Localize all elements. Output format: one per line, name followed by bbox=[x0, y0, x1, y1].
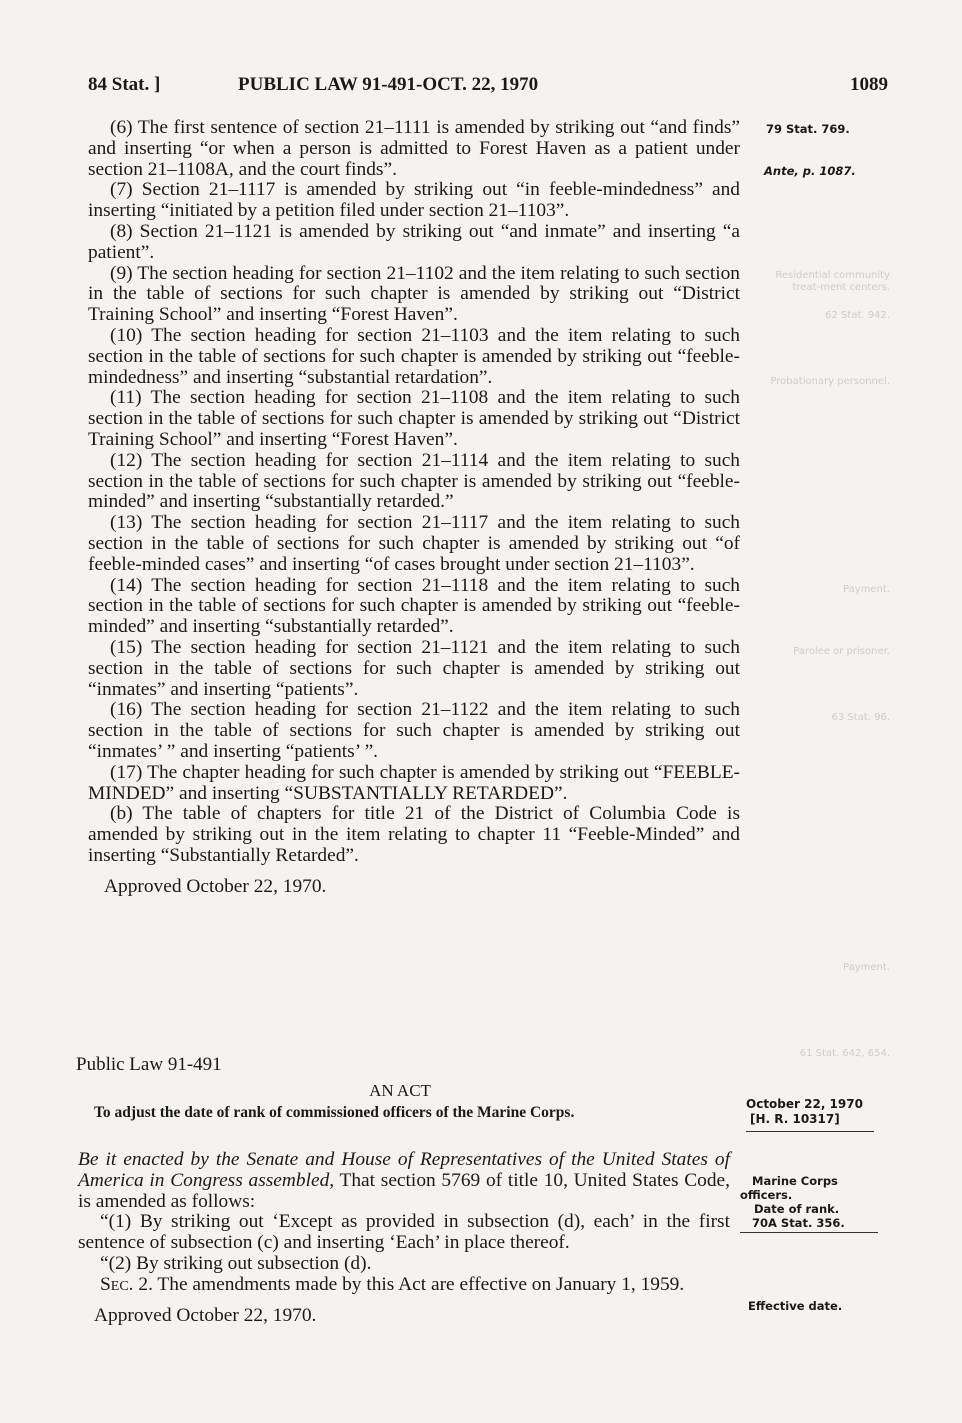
section-11: (11) The section heading for section 21–1108 and the item relating to such section in the table of sections for such chapter is amended by striking out “District Training School” and inserting “Forest Haven”. bbox=[88, 387, 740, 450]
note-rule bbox=[740, 1232, 878, 1233]
section-13: (13) The section heading for section 21–1117 and the item relating to such section in the table of sections for such chapter is amended by striking out “of feeble-minded cases” and inserting “of cases brought under section 21–1103”. bbox=[88, 512, 740, 575]
ghost-note-2: 62 Stat. 942. bbox=[825, 310, 890, 321]
enacting-clause bbox=[78, 1150, 730, 1212]
margin-note-marine-corps bbox=[740, 1174, 880, 1233]
section-15: (15) The section heading for section 21–1121 and the item relating to such section in the table of sections for such chapter is amended by striking out “inmates” and inserting “patients”. bbox=[88, 636, 740, 700]
law-date: October 22, 1970 bbox=[746, 1097, 863, 1111]
section-7: (7) Section 21–1117 is amended by striking out “in feeble-mindedness” and inserting “initiated by a petition filed under section 21–1103”. bbox=[88, 179, 740, 222]
an-act-heading: AN ACT bbox=[369, 1081, 431, 1100]
enacting-rest: That section 5769 of title 10, United States Code, is amended as follows: bbox=[78, 1169, 730, 1212]
margin-note-ref1: 79 Stat. 769. bbox=[766, 122, 850, 136]
note-mc-3: Date of rank. bbox=[754, 1202, 840, 1216]
ghost-note-5: Parolee or prisoner. bbox=[793, 646, 890, 657]
date-rule bbox=[746, 1131, 874, 1132]
margin-note-effective-date: Effective date. bbox=[748, 1299, 843, 1313]
section-2-label: Sec. 2. bbox=[100, 1273, 153, 1295]
note-mc-2: officers. bbox=[740, 1188, 793, 1202]
note-mc-4: 70A Stat. 356. bbox=[752, 1216, 845, 1230]
amendment-list bbox=[88, 118, 740, 897]
header-stat-volume: 84 Stat. ] bbox=[88, 74, 161, 95]
section-9: (9) The section heading for section 21–1102 and the item relating to such section in the table of sections for such chapter is amended by striking out “District Training School” and inserting “Forest Haven”. bbox=[88, 262, 740, 326]
section-17: (17) The chapter heading for such chapter is amended by striking out “FEEBLE-MINDED” and inserting “SUBSTANTIALLY RETARDED”. bbox=[88, 761, 740, 804]
section-2-text: The amendments made by this Act are effective on January 1, 1959. bbox=[152, 1273, 685, 1295]
ghost-note-8: 61 Stat. 642, 654. bbox=[799, 1048, 890, 1059]
clause-1: “(1) By striking out ‘Except as provided in subsection (d), each’ in the first sentence of subsection (c) and inserting ‘Each’ in place thereof. bbox=[78, 1211, 730, 1254]
section-16: (16) The section heading for section 21–1122 and the item relating to such section in the table of sections for such chapter is amended by striking out “inmates’ ” and inserting “patients’ ”. bbox=[88, 699, 740, 762]
public-law-label: Public Law 91-491 bbox=[76, 1054, 222, 1075]
section-6: (6) The first sentence of section 21–1111 is amended by striking out “and finds” and inserting “or when a person is admitted to Forest Haven as a patient under section 21–1108A, and the court finds”. bbox=[88, 117, 740, 180]
law-date-box bbox=[746, 1097, 874, 1132]
approved-date-2: Approved October 22, 1970. bbox=[94, 1304, 317, 1326]
margin-note-ref2: Ante, p. 1087. bbox=[764, 164, 856, 178]
clause-2: “(2) By striking out subsection (d). bbox=[100, 1252, 372, 1274]
ghost-note-1: Residential community treat-ment centers. bbox=[775, 270, 890, 293]
section-14: (14) The section heading for section 21–1118 and the item relating to such section in the table of sections for such chapter is amended by striking out “feeble-minded” and inserting “substantially retarded”. bbox=[88, 574, 740, 638]
note-mc-1: Marine Corps bbox=[752, 1174, 838, 1188]
section-10: (10) The section heading for section 21–1103 and the item relating to such section in the table of sections for such chapter is amended by striking out “feeble-mindedness” and inserting “substantial retardation”. bbox=[88, 324, 740, 388]
enacting-formula: Be it enacted by the Senate and House of Representatives of the United States of America in Congress assembled, bbox=[78, 1149, 730, 1191]
ghost-note-7: Payment. bbox=[843, 962, 890, 973]
section-12: (12) The section heading for section 21–1114 and the item relating to such section in the table of sections for such chapter is amended by striking out “feeble-minded” and inserting “substantially retarded.” bbox=[88, 449, 740, 513]
bill-number: [H. R. 10317] bbox=[750, 1112, 840, 1126]
header-law-title: PUBLIC LAW 91-491-OCT. 22, 1970 bbox=[238, 74, 539, 95]
act-body bbox=[78, 1150, 730, 1326]
section-8: (8) Section 21–1121 is amended by striking out “and inmate” and inserting “a patient”. bbox=[88, 220, 740, 263]
approved-date-1: Approved October 22, 1970. bbox=[104, 875, 327, 897]
ghost-note-3: Probationary personnel. bbox=[770, 376, 890, 387]
section-2 bbox=[78, 1275, 730, 1296]
act-title: To adjust the date of rank of commissioned officers of the Marine Corps. bbox=[94, 1104, 575, 1121]
ghost-note-4: Payment. bbox=[843, 584, 890, 595]
section-b: (b) The table of chapters for title 21 of the District of Columbia Code is amended by striking out in the item relating to chapter 11 “Feeble-Minded” and inserting “Substantially Retarded”. bbox=[88, 803, 740, 866]
header-page-number: 1089 bbox=[850, 74, 888, 95]
ghost-note-6: 63 Stat. 96. bbox=[831, 712, 890, 723]
page-header bbox=[88, 74, 888, 100]
